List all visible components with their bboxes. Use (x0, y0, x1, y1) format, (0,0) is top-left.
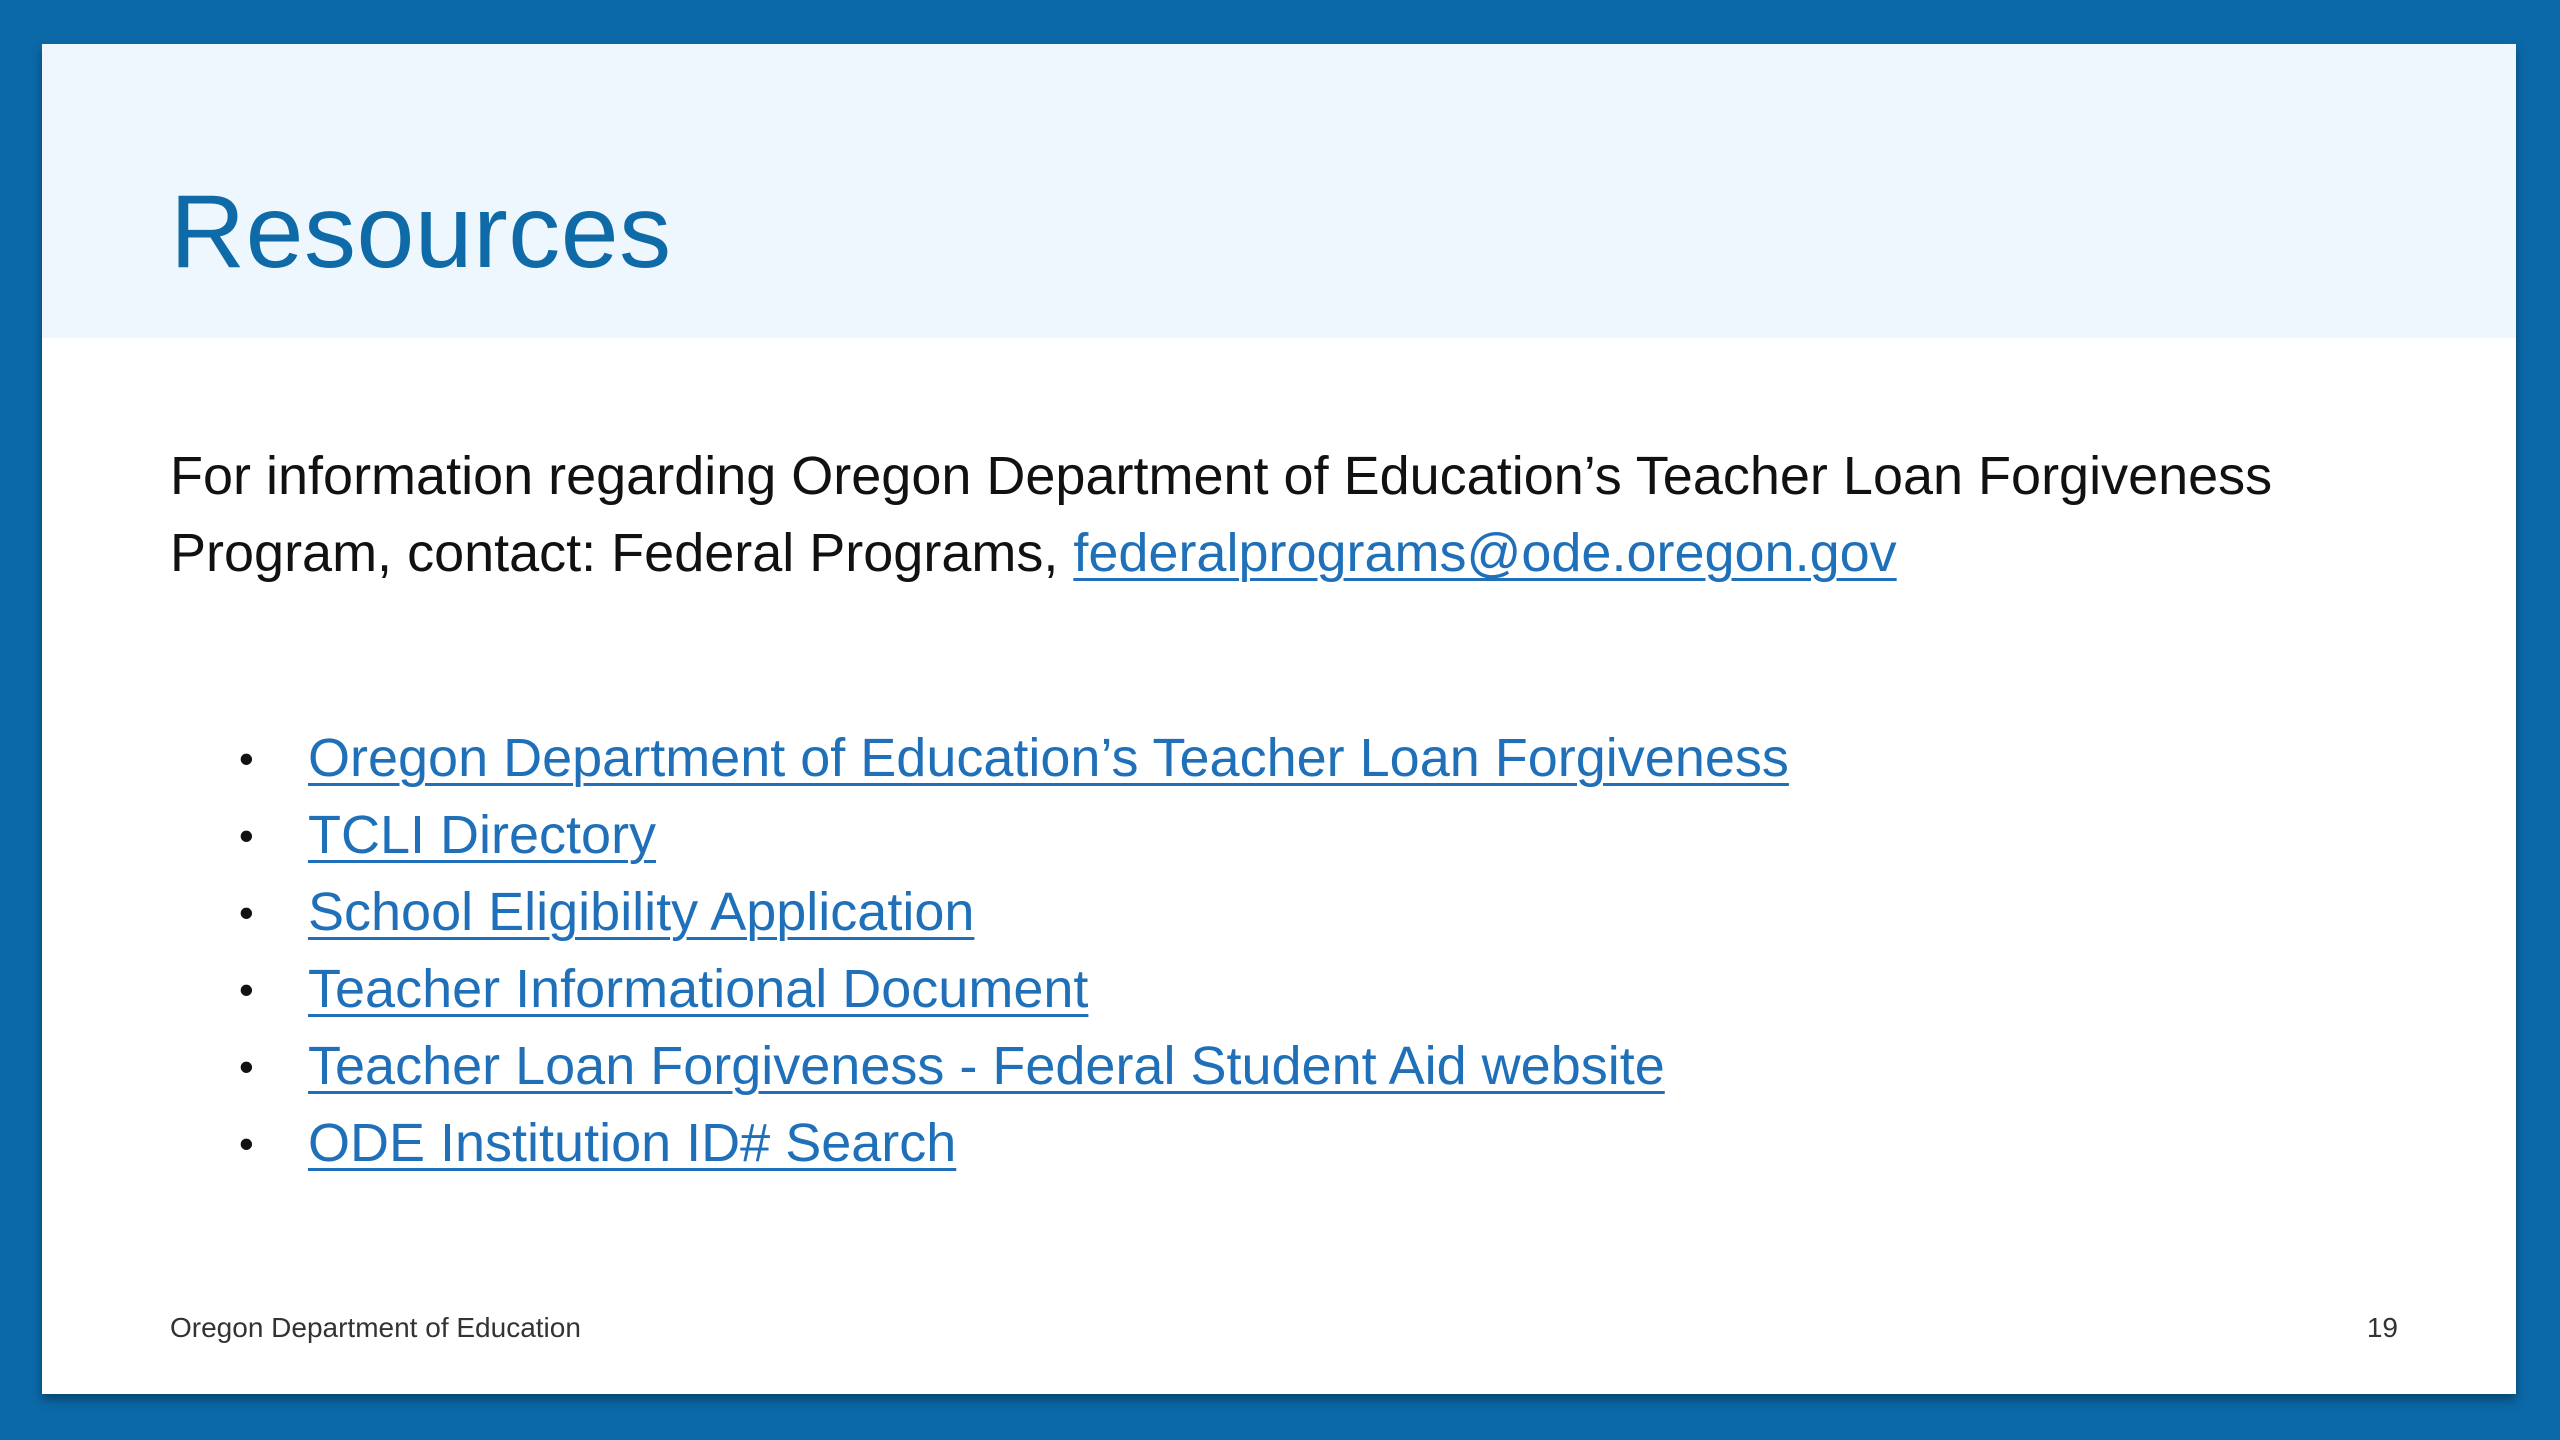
link-teacher-informational-document[interactable]: Teacher Informational Document (308, 959, 1089, 1019)
list-item (170, 720, 1789, 797)
footer-organization: Oregon Department of Education (170, 1312, 581, 1343)
bullet-icon: • (239, 735, 254, 782)
bullet-icon: • (239, 889, 254, 936)
link-ode-institution-id-search[interactable]: ODE Institution ID# Search (308, 1113, 957, 1173)
bullet-icon: • (239, 812, 254, 859)
list-item (170, 1028, 1789, 1105)
slide-title: Resources (170, 174, 672, 290)
contact-paragraph (170, 438, 2410, 592)
bullet-icon: • (239, 1120, 254, 1167)
email-link[interactable]: federalprograms@ode.oregon.gov (1073, 523, 1897, 583)
link-school-eligibility-application[interactable]: School Eligibility Application (308, 882, 975, 942)
page-number: 19 (2366, 1312, 2398, 1343)
bullet-icon: • (239, 1043, 254, 1090)
list-item (170, 1105, 1789, 1182)
list-item (170, 874, 1789, 951)
list-item (170, 797, 1789, 874)
slide (42, 44, 2516, 1394)
link-tcli-directory[interactable]: TCLI Directory (308, 805, 657, 865)
contact-text: For information regarding Oregon Department of Education’s Teacher Loan Forgiveness Program, contact: Federal Programs, (170, 446, 2273, 583)
link-ode-teacher-loan-forgiveness[interactable]: Oregon Department of Education’s Teacher Loan Forgiveness (308, 728, 1789, 788)
link-federal-student-aid[interactable]: Teacher Loan Forgiveness - Federal Student Aid website (308, 1036, 1665, 1096)
resource-links-list (170, 720, 1789, 1182)
bullet-icon: • (239, 966, 254, 1013)
list-item (170, 951, 1789, 1028)
